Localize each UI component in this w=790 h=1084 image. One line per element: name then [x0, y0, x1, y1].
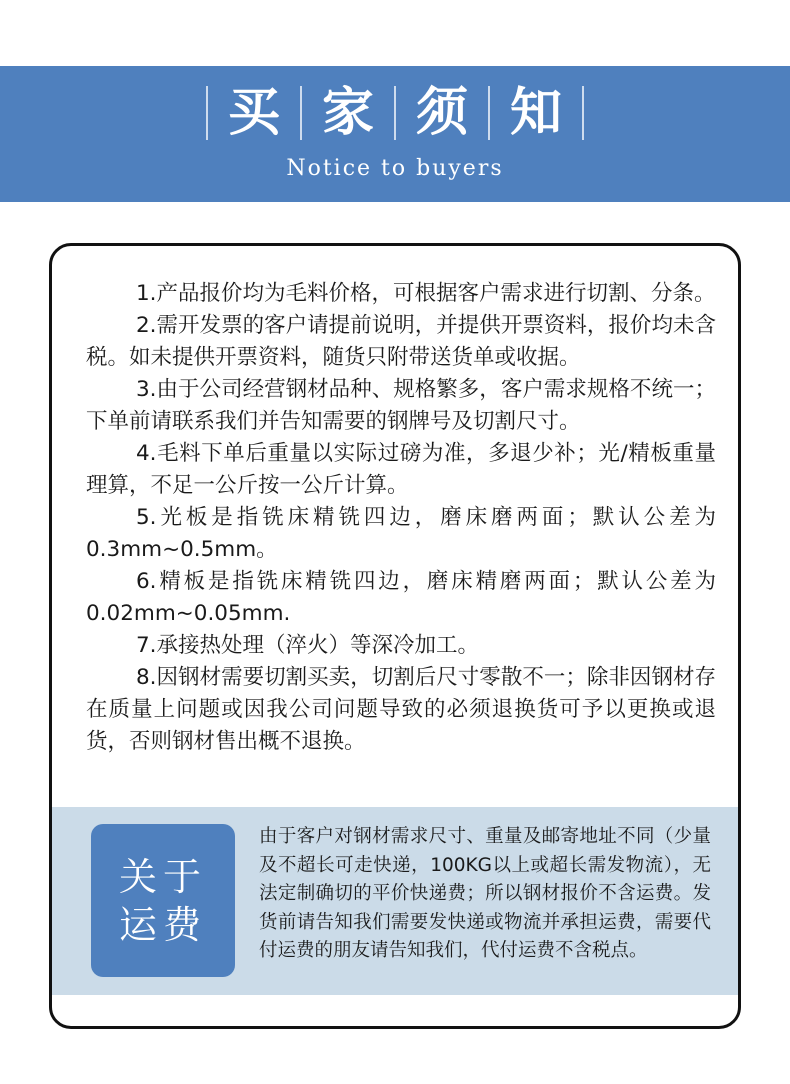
page-title	[0, 84, 790, 142]
notice-item: 1.产品报价均为毛料价格，可根据客户需求进行切割、分条。	[136, 281, 716, 306]
title-char: 知	[509, 83, 562, 143]
header-banner	[0, 66, 790, 202]
notice-item: 4.毛料下单后重量以实际过磅为准，多退少补；光/精板重量理算，不足一公斤按一公斤计算。	[86, 441, 716, 498]
notice-item: 3.由于公司经营钢材品种、规格繁多，客户需求规格不统一；下单前请联系我们并告知需要的钢牌号及切割尺寸。	[86, 377, 716, 434]
divider	[582, 86, 584, 140]
shipping-badge-line1: 关于	[118, 854, 207, 899]
notice-item: 5.光板是指铣床精铣四边，磨床磨两面；默认公差为0.3mm~0.5mm。	[86, 505, 716, 562]
notice-card	[49, 243, 741, 1029]
notice-item: 7.承接热处理（淬火）等深冷加工。	[136, 633, 480, 658]
divider	[300, 86, 302, 140]
shipping-badge	[91, 824, 235, 977]
notice-item: 6.精板是指铣床精铣四边，磨床精磨两面；默认公差为0.02mm~0.05mm.	[86, 569, 716, 626]
divider	[488, 86, 490, 140]
shipping-badge-line2: 运费	[118, 902, 207, 947]
title-char: 买	[227, 83, 280, 143]
shipping-section	[52, 807, 738, 995]
title-char: 家	[321, 83, 374, 143]
notice-item: 8.因钢材需要切割买卖，切割后尺寸零散不一；除非因钢材存在质量上问题或因我公司问题导致的必须退换货可予以更换或退货，否则钢材售出概不退换。	[86, 665, 716, 754]
divider	[206, 86, 208, 140]
notice-list	[86, 278, 716, 758]
notice-item: 2.需开发票的客户请提前说明，并提供开票资料，报价均未含税。如未提供开票资料，随货只附带送货单或收据。	[86, 313, 716, 370]
divider	[394, 86, 396, 140]
title-char: 须	[415, 83, 468, 143]
page-subtitle: Notice to buyers	[286, 156, 504, 181]
shipping-text: 由于客户对钢材需求尺寸、重量及邮寄地址不同（少量及不超长可走快递，100KG以上或超长需发物流），无法定制确切的平价快递费；所以钢材报价不含运费。发货前请告知我们需要发快递或物流并承担运费，需要代付运费的朋友请告知我们，代付运费不含税点。	[259, 826, 711, 961]
